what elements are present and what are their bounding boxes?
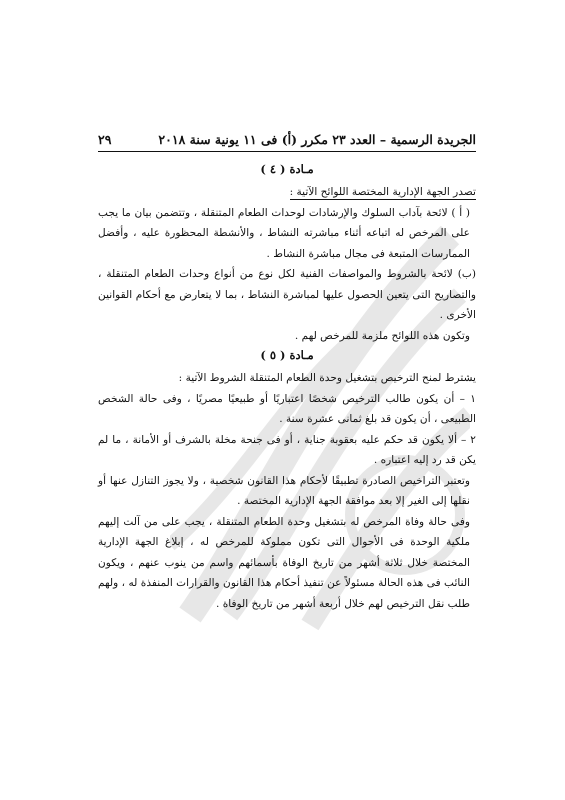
- header-title: الجريدة الرسمية – العدد ٢٣ مكرر (أ) فى ١١ يونية سنة ٢٠١٨: [158, 132, 476, 147]
- gazette-header: [98, 132, 476, 152]
- article-4-title: مـادة ( ٤ ): [260, 162, 314, 176]
- article-5-condition-1: ١ – أن يكون طالب الترخيص شخصًا اعتباريًا أو طبيعيًا مصريًا ، وفى حالة الشخص الطبيعى ، أن يكون قد بلغ ثمانى عشرة سنة .: [98, 392, 476, 425]
- article-4-item-b: (ب) لائحة بالشروط والمواصفات الفنية لكل نوع من أنواع وحدات الطعام المتنقلة ، والتصاريح التى يتعين الحصول عليها لمباشرة النشاط ، بما لا يتعارض مع أحكام القوانين الأخرى .: [98, 268, 476, 321]
- article-5-title: مـادة ( ٥ ): [260, 348, 314, 362]
- article-5-intro: يشترط لمنح الترخيص بتشغيل وحدة الطعام المتنقلة الشروط الآتية :: [178, 372, 476, 384]
- document-page: [98, 132, 476, 614]
- page-number: ٢٩: [98, 132, 112, 147]
- article-5-paragraph-1: وتعتبر التراخيص الصادرة تطبيقًا لأحكام هذا القانون شخصية ، ولا يجوز التنازل عنها أو نقلها إلى الغير إلا بعد موافقة الجهة الإدارية المختصة .: [98, 474, 470, 507]
- article-5-paragraph-2: وفى حالة وفاة المرخص له بتشغيل وحدة الطعام المتنقلة ، يجب على من آلت إليهم ملكية الوحدة فى الأحوال التى تكون مملوكة للمرخص له ، إبلاغ الجهة الإدارية المختصة خلال ثلاثة أشهر من تاريخ الوفاة بأسمائهم واسم من ينوب عنهم ، ويكون النائب فى هذه الحالة مسئولاً عن تنفيذ أحكام هذا القانون والقرارات المنفذة له ، ولهم طلب نقل الترخيص لهم خلال أربعة أشهر من تاريخ الوفاة .: [98, 515, 470, 610]
- article-4-closing: وتكون هذه اللوائح ملزمة للمرخص لهم .: [294, 329, 470, 342]
- article-4-intro: تصدر الجهة الإدارية المختصة اللوائح الآتية :: [289, 186, 476, 198]
- article-5-condition-2: ٢ – ألا يكون قد حكم عليه بعقوبة جناية ، أو فى جنحة مخلة بالشرف أو الأمانة ، ما لم يكن قد رد إليه اعتباره .: [98, 433, 476, 466]
- article-4-item-a: ( أ ) لائحة بآداب السلوك والإرشادات لوحدات الطعام المتنقلة ، وتتضمن بيان ما يجب على المرخص له اتباعه أثناء مباشرته النشاط ، والأنشطة المحظورة عليه ، وأفضل الممارسات المتبعة فى مجال مباشرة النشاط .: [98, 206, 470, 260]
